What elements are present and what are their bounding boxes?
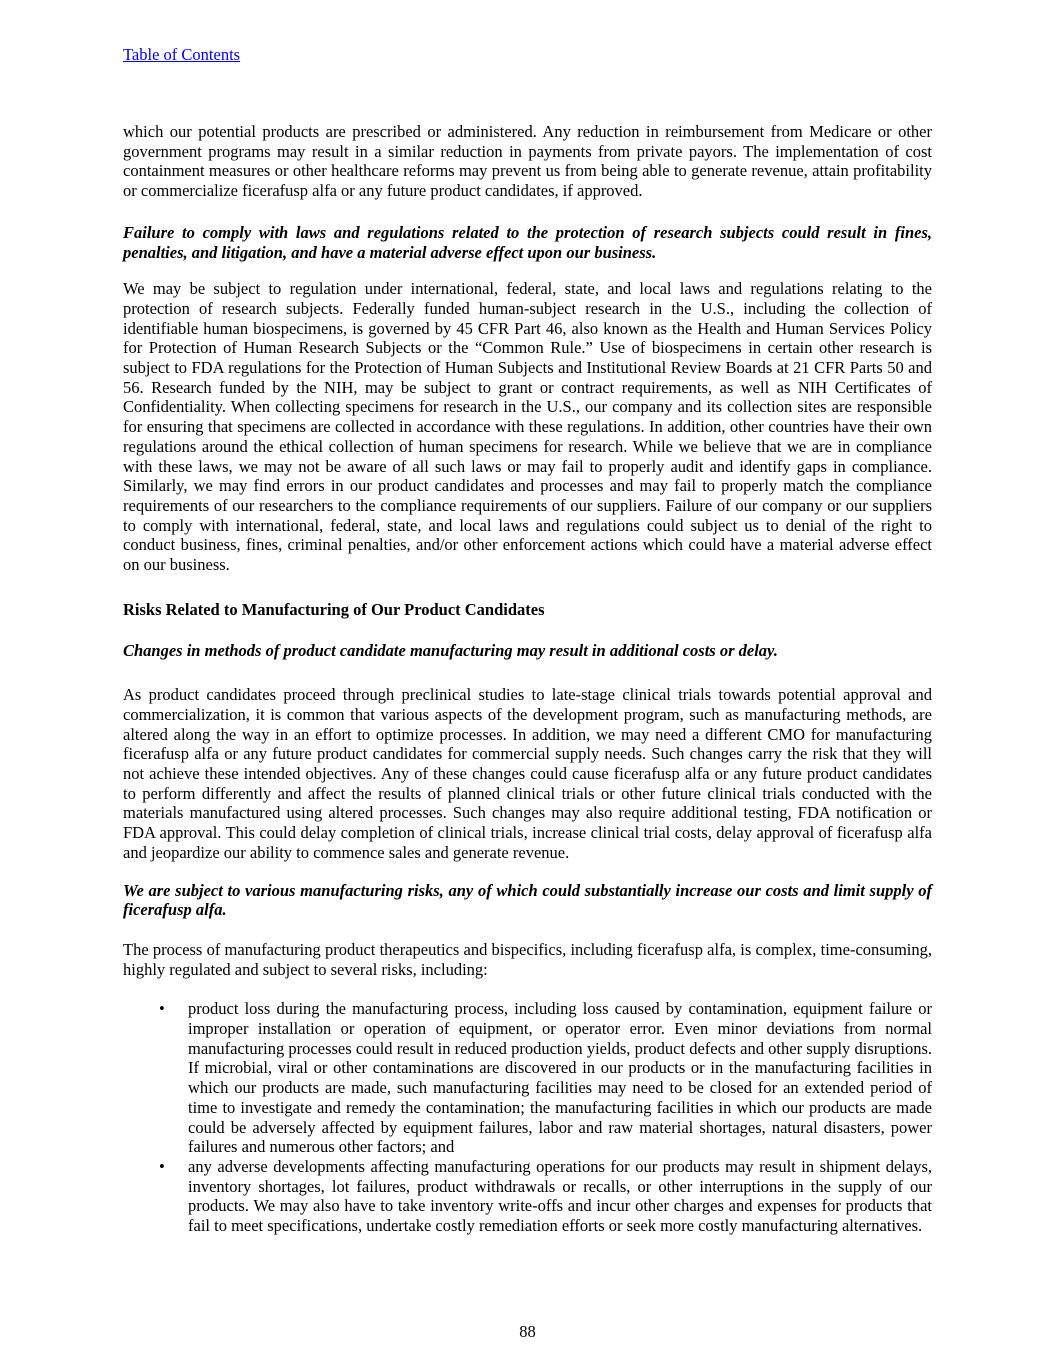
risk-heading-manufacturing-risks: We are subject to various manufacturing risks, any of which could substantially increase our costs and limit supply of ficerafusp alfa. [123, 880, 932, 920]
bullet-text: any adverse developments affecting manufacturing operations for our products may result in shipment delays, inventory shortages, lot failures, product withdrawals or recalls, or other interruptions in the supply of our products. We may also have to take inventory write-offs and incur other charges and expenses for products that fail to meet specifications, undertake costly remediation efforts or seek more costly manufacturing alternatives. [188, 1156, 932, 1236]
section-heading-manufacturing-risks: Risks Related to Manufacturing of Our Product Candidates [123, 599, 545, 619]
paragraph-manufacturing-changes: As product candidates proceed through preclinical studies to late-stage clinical trials towards potential approval and commercialization, it is common that various aspects of the development program, such as manufacturing methods, are altered along the way in an effort to optimize processes. In addition, we may need a different CMO for manufacturing ficerafusp alfa or any future product candidates for commercial supply needs. Such changes carry the risk that they will not achieve these intended objectives. Any of these changes could cause ficerafusp alfa or any future product candidates to perform differently and affect the results of planned clinical trials or other future clinical trials conducted with the materials manufactured using altered processes. Such changes may also require additional testing, FDA notification or FDA approval. This could delay completion of clinical trials, increase clinical trial costs, delay approval of ficerafusp alfa and jeopardize our ability to commence sales and generate revenue. [123, 685, 932, 862]
paragraph-manufacturing-process: The process of manufacturing product therapeutics and bispecifics, including ficerafusp alfa, is complex, time-consuming, highly regulated and subject to several risks, including: [123, 939, 932, 979]
paragraph-reimbursement: which our potential products are prescribed or administered. Any reduction in reimbursement from Medicare or other government programs may result in a similar reduction in payments from private payors. The implementation of cost containment measures or other healthcare reforms may prevent us from being able to generate revenue, attain profitability or commercialize ficerafusp alfa or any future product candidates, if approved. [123, 122, 932, 201]
table-of-contents-link[interactable]: Table of Contents [123, 45, 241, 64]
risk-heading-research-subjects: Failure to comply with laws and regulations related to the protection of research subjects could result in fines, penalties, and litigation, and have a material adverse effect upon our business. [123, 222, 932, 262]
list-item [123, 1157, 932, 1236]
bullet-icon: • [159, 999, 165, 1019]
bullet-text: product loss during the manufacturing process, including loss caused by contamination, equipment failure or improper installation or operation of equipment, or operator error. Even minor deviations from normal manufacturing processes could result in reduced production yields, product defects and other supply disruptions. If microbial, viral or other contaminations are discovered in our products or in the manufacturing facilities in which our products are made, such manufacturing facilities may need to be closed for an extended period of time to investigate and remedy the contamination; the manufacturing facilities in which our products are made could be adversely affected by equipment failures, labor and raw material shortages, natural disasters, power failures and numerous other factors; and [188, 999, 932, 1157]
page-number: 88 [519, 1322, 536, 1342]
paragraph-research-regulation: We may be subject to regulation under international, federal, state, and local laws and regulations relating to the protection of research subjects. Federally funded human-subject research in the U.S., including the collection of identifiable human biospecimens, is governed by 45 CFR Part 46, also known as the Health and Human Services Policy for Protection of Human Research Subjects or the “Common Rule.” Use of biospecimens in certain other research is subject to FDA regulations for the Protection of Human Subjects and Institutional Review Boards at 21 CFR Parts 50 and 56. Research funded by the NIH, may be subject to grant or contract requirements, as well as NIH Certificates of Confidentiality. When collecting specimens for research in the U.S., our company and its collection sites are responsible for ensuring that specimens are collected in accordance with these regulations. In addition, other countries have their own regulations around the ethical collection of human specimens for research. While we believe that we are in compliance with these laws, we may not be aware of all such laws or may fail to properly audit and identify gaps in compliance. Similarly, we may find errors in our product candidates and processes and may fail to properly match the compliance requirements of our researchers to the compliance requirements of our suppliers. Failure of our company or our suppliers to comply with international, federal, state, and local laws and regulations could subject us to denial of the right to conduct business, fines, criminal penalties, and/or other enforcement actions which could have a material adverse effect on our business. [123, 279, 932, 575]
list-item [123, 999, 932, 1157]
bullet-icon: • [159, 1156, 165, 1176]
risk-heading-changes-in-methods: Changes in methods of product candidate manufacturing may result in additional costs or delay. [123, 641, 778, 661]
risk-bullet-list [123, 999, 932, 1235]
